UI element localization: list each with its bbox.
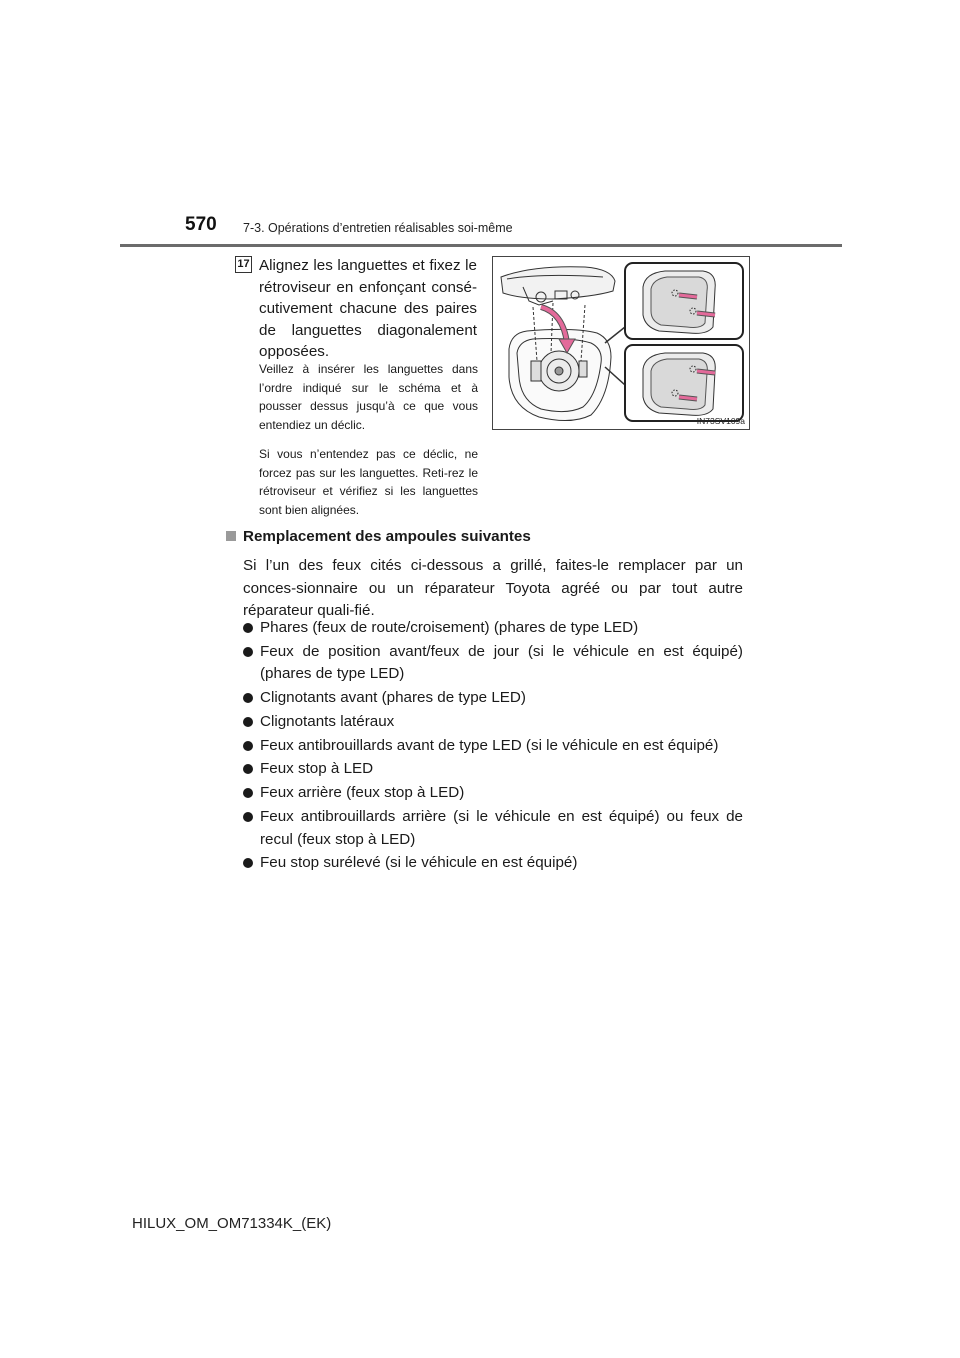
list-item-text: Feux antibrouillards avant de type LED (si le véhicule en est équipé) — [260, 736, 719, 754]
list-item — [243, 735, 743, 758]
step-main-text: Alignez les languettes et fixez le rétroviseur en enfonçant consé-cutivement chacune des paires de languettes diagonalement opposées. — [259, 257, 477, 360]
bullet-dot-icon — [243, 647, 253, 657]
figure-code: IN73SV109a — [696, 416, 745, 426]
mirror-illustration — [493, 257, 749, 429]
bullet-dot-icon — [243, 623, 253, 633]
section-title: 7-3. Opérations d’entretien réalisables soi-même — [243, 221, 513, 235]
step-number-badge: 17 — [235, 256, 252, 273]
bullet-dot-icon — [243, 693, 253, 703]
footer-doc-id: HILUX_OM_OM71334K_(EK) — [132, 1215, 332, 1232]
step-instruction — [259, 255, 477, 363]
list-item — [243, 852, 743, 875]
list-item-text: Clignotants latéraux — [260, 712, 395, 730]
list-item — [243, 758, 743, 781]
bullet-dot-icon — [243, 764, 253, 774]
bullet-dot-icon — [243, 717, 253, 727]
bulb-section-heading — [226, 528, 531, 545]
list-item — [243, 711, 743, 734]
bullet-dot-icon — [243, 858, 253, 868]
bullet-dot-icon — [243, 741, 253, 751]
list-item-text: Feux arrière (feux stop à LED) — [260, 784, 465, 802]
list-item-text: Clignotants avant (phares de type LED) — [260, 689, 526, 707]
step-note-2: Si vous n’entendez pas ce déclic, ne forcez pas sur les languettes. Reti-rez le rétroviseur et vérifiez si les languettes sont bien alignées. — [259, 447, 478, 517]
list-item-text: Phares (feux de route/croisement) (phares de type LED) — [260, 619, 639, 636]
bulb-section-intro: Si l’un des feux cités ci-dessous a grillé, faites-le remplacer par un conces-sionnaire ou un réparateur Toyota agréé ou par tout autre réparateur quali-fié. — [243, 557, 743, 619]
bullet-dot-icon — [243, 788, 253, 798]
list-item-text: Feux antibrouillards arrière (si le véhicule en est équipé) ou feux de recul (feux stop à LED) — [260, 808, 743, 848]
page-number: 570 — [185, 214, 217, 235]
list-item — [243, 782, 743, 805]
square-bullet-icon — [226, 531, 236, 541]
list-item-text: Feux de position avant/feux de jour (si le véhicule en est équipé) (phares de type LED) — [260, 642, 743, 683]
bullet-dot-icon — [243, 812, 253, 822]
bulb-list — [243, 617, 743, 876]
header-divider — [120, 244, 842, 247]
bulb-section-heading-text: Remplacement des ampoules suivantes — [243, 528, 531, 545]
list-item-text: Feu stop surélevé (si le véhicule en est équipé) — [260, 854, 578, 872]
list-item — [243, 641, 743, 686]
list-item-text: Feux stop à LED — [260, 760, 374, 778]
mirror-installation-figure — [492, 256, 750, 430]
step-note-1: Veillez à insérer les languettes dans l’ordre indiqué sur le schéma et à pousser dessus jusqu’à ce que vous entendiez un déclic. — [259, 362, 478, 432]
list-item — [243, 617, 743, 640]
list-item — [243, 687, 743, 710]
list-item — [243, 806, 743, 851]
